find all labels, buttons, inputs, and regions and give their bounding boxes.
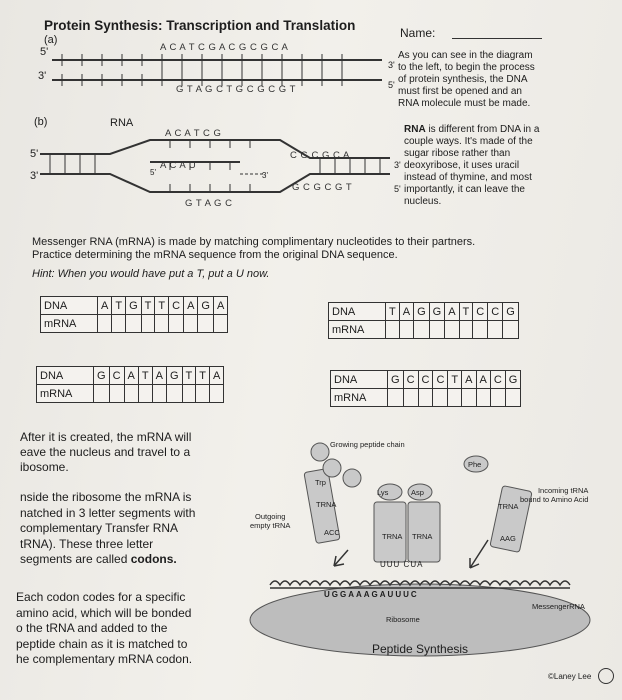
dna-label: DNA [331,371,388,389]
dna-base: T [138,367,152,385]
b-five-prime: 5' [30,148,39,160]
messenger-rna-label: MessengerRNA [532,602,585,611]
dna-base: C [473,303,488,321]
dna-label: DNA [329,303,386,321]
dna-label: DNA [37,367,94,385]
a-right-three-prime: 3' [388,60,395,70]
dna-base: G [198,297,214,315]
b-rna-five-prime: 5' [150,168,156,177]
dna-base: A [209,367,223,385]
peptide-synthesis-diagram [240,430,616,666]
mrna-cell[interactable] [141,315,155,333]
dna-base: C [418,371,433,389]
dna-base: T [182,367,196,385]
sequence-table-3 [36,366,224,403]
b-right-five-prime: 5' [394,184,401,194]
anticodons-in-ribosome: UUU CUA [380,560,424,569]
mrna-cell[interactable] [169,315,184,333]
acc-anticodon: ACC [324,528,340,537]
mrna-row [329,321,519,339]
trna-left-label: TRNA [382,532,403,541]
mrna-label: mRNA [331,389,388,407]
copyright-badge-icon [598,668,614,684]
mrna-sequence-label: UGGAAAGAUUUC [324,590,419,599]
mrna-cell[interactable] [473,321,488,339]
b-rna-sequence: A C A U [160,160,197,171]
rna-label: RNA [110,117,134,129]
dna-base: G [166,367,182,385]
dna-base: G [505,371,521,389]
mrna-cell[interactable] [414,321,430,339]
mrna-cell[interactable] [112,315,126,333]
b-lower-strand-sequence: G T A G C [185,198,233,209]
dna-base: A [98,297,112,315]
diagram-caption: Peptide Synthesis [372,642,469,656]
growing-chain-label: Growing peptide chain [330,440,405,449]
a-right-five-prime: 5' [388,80,395,90]
section-b-label: (b) [34,116,48,128]
dna-base: C [109,367,124,385]
mrna-cell[interactable] [152,385,166,403]
mrna-cell[interactable] [196,385,210,403]
mrna-cell[interactable] [433,389,448,407]
dna-base: T [112,297,126,315]
a-five-prime: 5' [40,46,49,58]
page-title: Protein Synthesis: Transcription and Translation [44,18,356,33]
paragraph-codons: nside the ribosome the mRNA is natched in 3 letter segments with complementary Transfer RNA tRNA). These three letter segments are called codons. [20,490,196,566]
mrna-cell[interactable] [198,315,214,333]
dna-label: DNA [41,297,98,315]
dna-row [331,371,521,389]
outgoing-trna-label: Outgoing empty tRNA [250,512,291,530]
mrna-label: mRNA [41,315,98,333]
mrna-cell[interactable] [445,321,459,339]
aag-anticodon: AAG [500,534,516,543]
mrna-cell[interactable] [399,321,413,339]
mrna-cell[interactable] [476,389,490,407]
trna-outgoing-label: TRNA [316,500,337,509]
asp-label: Asp [411,488,424,497]
mrna-cell[interactable] [124,385,138,403]
dna-base: C [169,297,184,315]
dna-base: C [490,371,505,389]
mrna-cell[interactable] [184,315,198,333]
dna-base: A [476,371,490,389]
mrna-cell[interactable] [503,321,519,339]
section-b-description: RNA is different from DNA in a couple ways. It's made of the sugar ribose rather than deoxyribose, it uses uracil instead of thymine, and most importantly, it can leave the nucleus. [404,124,540,207]
b-upper-strand-sequence: A C A T C G [165,128,222,139]
mrna-label: mRNA [329,321,386,339]
dna-base: A [152,367,166,385]
incoming-trna-label: Incoming tRNA bound to Amino Acid [520,486,589,504]
b-upper-right-sequence: C G C G C A [290,150,350,161]
mrna-cell[interactable] [182,385,196,403]
dna-base: T [141,297,155,315]
paragraph-ribosome: After it is created, the mRNA will eave the nucleus and travel to a ibosome. [20,430,192,474]
phe-label: Phe [468,460,482,469]
dna-base: T [155,297,169,315]
paragraph-amino-acid: Each codon codes for a specific amino acid, which will be bonded o the tRNA and added to the peptide chain as it is matched to he complementary mRNA codon. [16,590,193,666]
mrna-row [331,389,521,407]
trna-right-label: TRNA [412,532,433,541]
mrna-cell[interactable] [138,385,152,403]
mrna-cell[interactable] [388,389,404,407]
dna-base: G [94,367,110,385]
mrna-cell[interactable] [155,315,169,333]
mrna-cell[interactable] [98,315,112,333]
dna-base: C [403,371,418,389]
section-a-label: (a) [44,34,58,46]
mrna-label: mRNA [37,385,94,403]
credit-text: ©Laney Lee [548,672,592,681]
trp-label: Trp [315,478,326,487]
dna-base: T [386,303,400,321]
hint-text: Hint: When you would have put a T, put a U now. [32,268,270,280]
name-field-line[interactable] [452,38,542,39]
mrna-cell[interactable] [459,321,473,339]
dna-base: G [503,303,519,321]
section-a-description: As you can see in the diagram to the left, to begin the process of protein synthesis, the DNA must first be opened and an RNA molecule must be made. [398,50,535,109]
a-top-strand-sequence: A C A T C G A C G C G C A [160,42,289,53]
dna-base: G [388,371,404,389]
mrna-cell[interactable] [109,385,124,403]
dna-row [41,297,228,315]
sequence-table-1 [40,296,228,333]
mrna-cell[interactable] [505,389,521,407]
dna-base: A [462,371,476,389]
dna-base: G [429,303,445,321]
mrna-cell[interactable] [429,321,445,339]
mrna-cell[interactable] [386,321,400,339]
mrna-cell[interactable] [403,389,418,407]
b-rna-three-prime: 3' [262,171,268,180]
mrna-cell[interactable] [209,385,223,403]
mrna-cell[interactable] [488,321,503,339]
dna-base: C [433,371,448,389]
b-right-three-prime: 3' [394,160,401,170]
mrna-cell[interactable] [213,315,227,333]
dna-base: A [445,303,459,321]
mrna-cell[interactable] [462,389,476,407]
trna-incoming-label: TRNA [498,502,519,511]
dna-base: A [399,303,413,321]
mrna-cell[interactable] [418,389,433,407]
a-bottom-strand-sequence: G T A G C T G C G C G T [176,84,296,95]
sequence-table-4 [330,370,521,407]
dna-base: A [213,297,227,315]
mrna-cell[interactable] [448,389,462,407]
dna-base: T [448,371,462,389]
mrna-cell[interactable] [94,385,110,403]
b-lower-right-sequence: G C G C G T [292,182,353,193]
sequence-table-2 [328,302,519,339]
instructions: Messenger RNA (mRNA) is made by matching complimentary nucleotides to their partners. Practice determining the mRNA sequence from the original DNA sequence. [32,236,476,261]
mrna-cell[interactable] [490,389,505,407]
mrna-cell[interactable] [126,315,142,333]
mrna-row [41,315,228,333]
name-label: Name: [400,26,436,40]
lys-label: Lys [377,488,389,497]
mrna-cell[interactable] [166,385,182,403]
dna-base: G [126,297,142,315]
dna-base: A [124,367,138,385]
dna-base: T [459,303,473,321]
b-three-prime: 3' [30,170,39,182]
ribosome-label: Ribosome [386,615,420,624]
dna-row [329,303,519,321]
a-three-prime: 3' [38,70,47,82]
mrna-row [37,385,224,403]
dna-base: G [414,303,430,321]
dna-base: C [488,303,503,321]
dna-base: T [196,367,210,385]
dna-base: A [184,297,198,315]
dna-row [37,367,224,385]
